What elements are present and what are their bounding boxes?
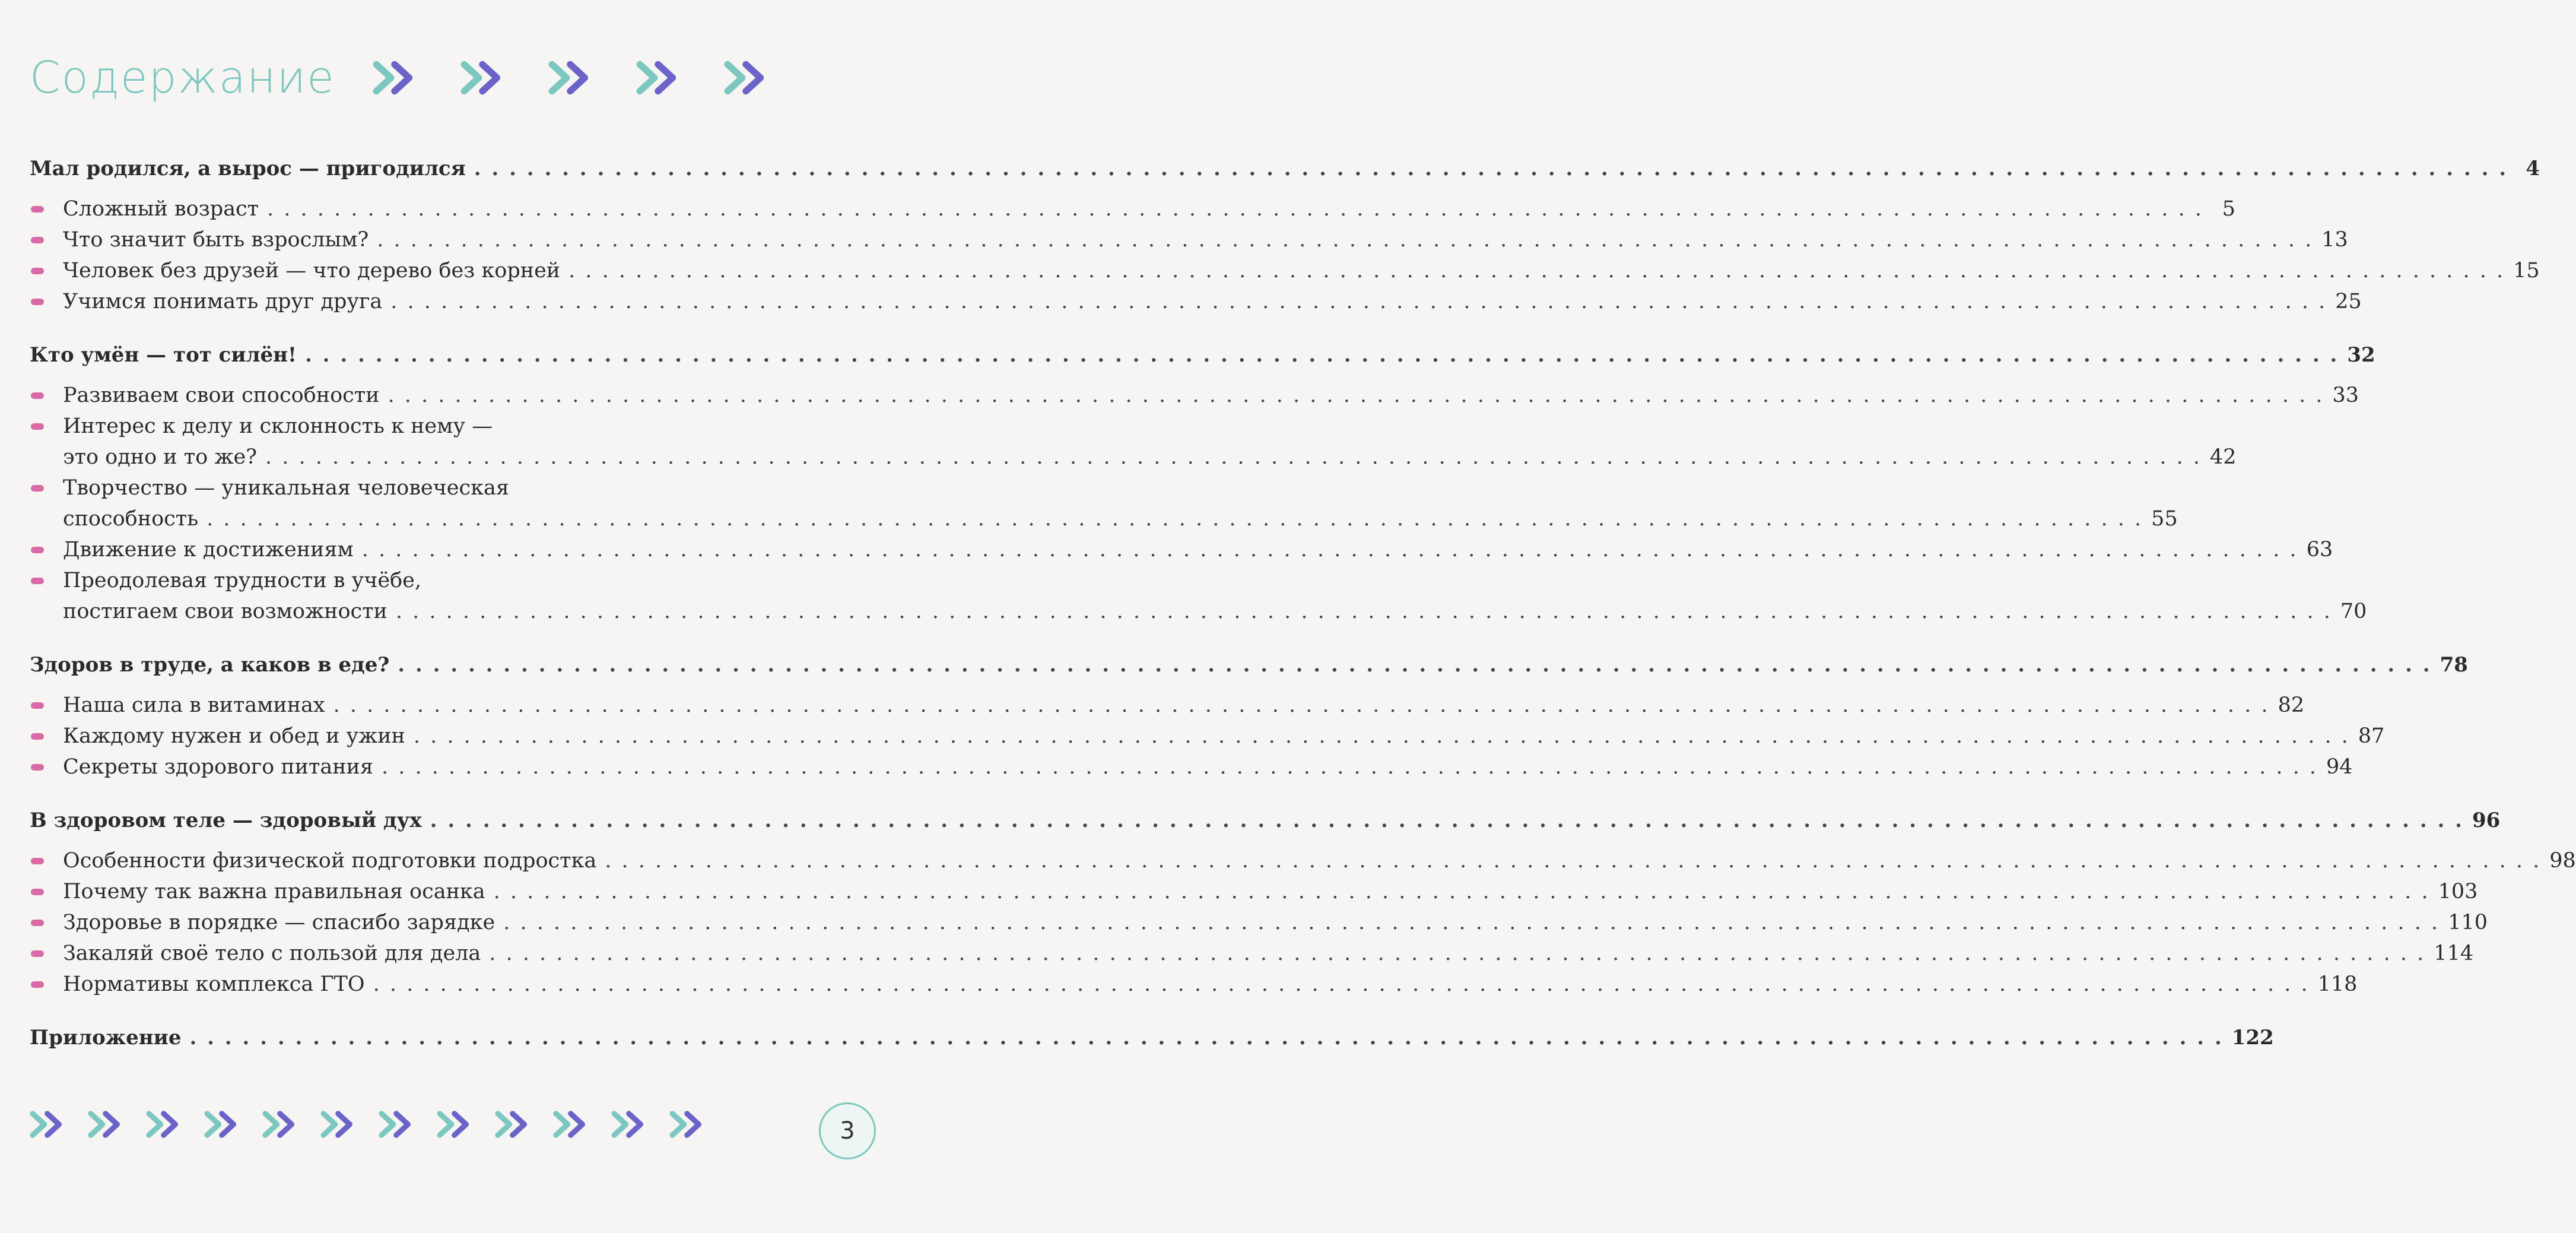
leader-dots — [207, 503, 2143, 534]
bullet-icon — [31, 423, 44, 430]
leader-dots — [568, 255, 2505, 286]
page-number-badge — [819, 1102, 876, 1159]
bullet-icon — [31, 733, 44, 740]
leader-dots — [377, 224, 2313, 255]
bullet-icon — [31, 547, 44, 553]
double-chevron-icon — [379, 1109, 418, 1140]
bullet-icon — [31, 485, 44, 492]
bullet-icon — [31, 858, 44, 864]
bullet-icon — [31, 702, 44, 709]
double-chevron-icon — [204, 1109, 243, 1140]
toc-page-number: 42 — [2210, 445, 2237, 469]
page-number: 3 — [840, 1117, 855, 1145]
toc-item-text: Здоровье в порядке — спасибо зарядке — [63, 911, 495, 934]
bullet-icon — [31, 392, 44, 399]
toc-item-text: Интерес к делу и склонность к нему — — [63, 414, 493, 438]
toc-item-text: Нормативы комплекса ГТО — [63, 972, 365, 996]
toc-section — [30, 153, 2540, 317]
leader-dots — [305, 340, 2339, 370]
double-chevron-icon — [611, 1109, 650, 1140]
bullet-icon — [31, 764, 44, 771]
toc-section-heading[interactable] — [30, 805, 2501, 836]
leader-dots — [265, 442, 2202, 473]
toc-item[interactable] — [30, 255, 2540, 286]
toc-page-number: 70 — [2340, 600, 2367, 623]
toc-item[interactable] — [30, 194, 2236, 224]
toc-item[interactable] — [30, 969, 2358, 1000]
leader-dots — [414, 721, 2350, 752]
leader-dots — [333, 690, 2270, 721]
double-chevron-icon — [373, 59, 421, 96]
toc-item-text: Творчество — уникальная человеческая — [63, 476, 509, 500]
double-chevron-icon — [88, 1109, 127, 1140]
toc-page-number: 98 — [2549, 849, 2576, 873]
toc-item-text: Преодолевая трудности в учёбе, — [63, 569, 421, 592]
toc-page-number: 103 — [2438, 880, 2478, 904]
toc-heading-text: Приложение — [30, 1026, 182, 1050]
toc-page-number: 110 — [2448, 911, 2488, 934]
bullet-icon — [31, 237, 44, 243]
toc-item[interactable] — [30, 690, 2305, 721]
toc-item[interactable] — [30, 876, 2478, 907]
toc-item[interactable] — [30, 938, 2474, 969]
toc-heading-text: В здоровом теле — здоровый дух — [30, 809, 422, 832]
bullet-icon — [31, 299, 44, 305]
double-chevron-icon — [320, 1109, 360, 1140]
leader-dots — [489, 938, 2425, 969]
toc-heading-text: Здоров в труде, а каков в еде? — [30, 653, 390, 677]
double-chevron-icon — [460, 59, 509, 96]
toc-page-number: 13 — [2321, 228, 2348, 252]
toc-page-number: 63 — [2306, 538, 2333, 562]
bullet-icon — [31, 950, 44, 957]
toc-page-number: 15 — [2513, 259, 2540, 283]
double-chevron-icon — [146, 1109, 185, 1140]
toc-page-number: 122 — [2231, 1026, 2274, 1050]
page-title: Содержание — [30, 52, 335, 103]
bullet-icon — [31, 206, 44, 213]
toc-item-text: Каждому нужен и обед и ужин — [63, 724, 405, 748]
toc-page-number: 87 — [2358, 724, 2385, 748]
toc-page-number: 4 — [2526, 157, 2540, 180]
leader-dots — [503, 907, 2440, 938]
toc-page-number: 96 — [2472, 809, 2501, 832]
double-chevron-icon — [30, 1109, 69, 1140]
toc-item-text: способность — [63, 507, 199, 531]
toc-item-text: Что значит быть взрослым? — [63, 228, 369, 252]
bullet-icon — [31, 981, 44, 988]
toc-page-number: 33 — [2332, 383, 2359, 407]
toc-section-heading[interactable] — [30, 153, 2540, 184]
toc-page-number: 32 — [2347, 343, 2375, 367]
toc-page-number: 25 — [2335, 290, 2362, 313]
toc-item-text: Секреты здорового питания — [63, 755, 373, 779]
decorative-chevrons-bottom — [30, 1109, 709, 1140]
toc-item[interactable] — [30, 565, 2367, 627]
toc-item-text: Особенности физической подготовки подростка — [63, 849, 597, 873]
toc-page-number: 114 — [2434, 942, 2474, 965]
leader-dots — [382, 752, 2318, 782]
toc-item-text: постигаем свои возможности — [63, 600, 387, 623]
toc-item[interactable] — [30, 721, 2385, 752]
leader-dots — [362, 534, 2298, 565]
toc-section-heading[interactable] — [30, 1022, 2274, 1053]
toc-section-heading[interactable] — [30, 340, 2375, 370]
toc-page-number: 78 — [2440, 653, 2468, 677]
toc-section — [30, 340, 2375, 627]
toc-item[interactable] — [30, 411, 2237, 473]
toc-section — [30, 649, 2468, 782]
double-chevron-icon — [437, 1109, 476, 1140]
double-chevron-icon — [548, 59, 597, 96]
toc-item[interactable] — [30, 286, 2362, 317]
double-chevron-icon — [636, 59, 685, 96]
toc-page-number: 82 — [2278, 693, 2305, 717]
toc-item-text: Человек без друзей — что дерево без корней — [63, 259, 561, 283]
toc-page-number: 118 — [2317, 972, 2358, 996]
toc-item-text: Закаляй своё тело с пользой для дела — [63, 942, 481, 965]
leader-dots — [605, 845, 2541, 876]
table-of-contents — [30, 153, 2576, 1076]
bullet-icon — [31, 268, 44, 274]
toc-heading-text: Мал родился, а вырос — пригодился — [30, 157, 466, 180]
leader-dots — [474, 153, 2508, 184]
toc-item-text: Движение к достижениям — [63, 538, 354, 562]
leader-dots — [189, 1022, 2223, 1053]
leader-dots — [373, 969, 2310, 1000]
leader-dots — [398, 649, 2431, 680]
toc-section — [30, 1022, 2274, 1053]
toc-item-text: Почему так важна правильная осанка — [63, 880, 485, 904]
toc-item[interactable] — [30, 380, 2359, 411]
toc-item[interactable] — [30, 752, 2353, 782]
toc-item-text: Сложный возраст — [63, 197, 259, 221]
toc-item[interactable] — [30, 224, 2348, 255]
toc-page-number: 5 — [2222, 197, 2236, 221]
toc-section — [30, 805, 2576, 1000]
toc-item-text: Развиваем свои способности — [63, 383, 380, 407]
leader-dots — [430, 805, 2464, 836]
double-chevron-icon — [553, 1109, 592, 1140]
leader-dots — [494, 876, 2430, 907]
toc-item[interactable] — [30, 534, 2333, 565]
leader-dots — [396, 596, 2332, 627]
double-chevron-icon — [495, 1109, 534, 1140]
toc-item-text: Наша сила в витаминах — [63, 693, 325, 717]
leader-dots — [267, 194, 2203, 224]
leader-dots — [387, 380, 2324, 411]
toc-section-heading[interactable] — [30, 649, 2468, 680]
double-chevron-icon — [724, 59, 773, 96]
leader-dots — [390, 286, 2327, 317]
toc-item[interactable] — [30, 473, 2178, 534]
decorative-chevrons-top — [373, 59, 773, 96]
toc-item[interactable] — [30, 907, 2488, 938]
toc-item-text: Учимся понимать друг друга — [63, 290, 383, 313]
double-chevron-icon — [669, 1109, 709, 1140]
toc-page-number: 55 — [2151, 507, 2178, 531]
double-chevron-icon — [262, 1109, 301, 1140]
toc-item[interactable] — [30, 845, 2576, 876]
toc-heading-text: Кто умён — тот силён! — [30, 343, 297, 367]
bullet-icon — [31, 889, 44, 895]
toc-page-number: 94 — [2326, 755, 2353, 779]
bullet-icon — [31, 920, 44, 926]
toc-item-text: это одно и то же? — [63, 445, 257, 469]
bullet-icon — [31, 578, 44, 584]
